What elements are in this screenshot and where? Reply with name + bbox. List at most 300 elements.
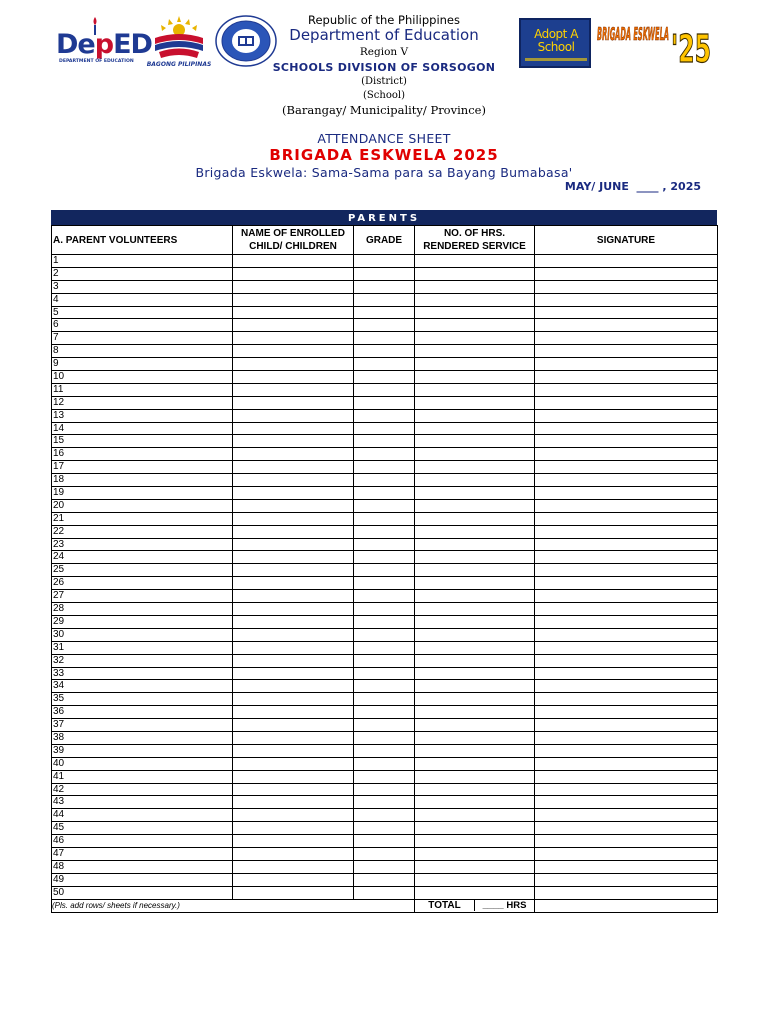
enrolled-child-cell[interactable]: [233, 667, 354, 680]
hours-rendered-cell[interactable]: [415, 603, 535, 616]
hours-rendered-cell[interactable]: [415, 512, 535, 525]
enrolled-child-cell[interactable]: [233, 564, 354, 577]
adopt-a-school-logo: [519, 18, 591, 68]
hours-rendered-cell[interactable]: [415, 538, 535, 551]
enrolled-child-cell[interactable]: [233, 396, 354, 409]
signature-cell[interactable]: [535, 512, 718, 525]
column-header-grade: GRADE: [354, 226, 415, 255]
grade-cell[interactable]: [354, 267, 415, 280]
table-row: [52, 822, 718, 835]
enrolled-child-cell[interactable]: [233, 770, 354, 783]
grade-cell[interactable]: [354, 383, 415, 396]
grade-cell[interactable]: [354, 680, 415, 693]
hours-rendered-cell[interactable]: [415, 654, 535, 667]
attendance-title: ATTENDANCE SHEET: [317, 131, 451, 146]
enrolled-child-cell[interactable]: [233, 731, 354, 744]
footer-blank-cell: [354, 899, 415, 912]
signature-cell[interactable]: [535, 693, 718, 706]
grade-cell[interactable]: [354, 577, 415, 590]
enrolled-child-cell[interactable]: [233, 641, 354, 654]
signature-cell[interactable]: [535, 847, 718, 860]
school-label: (School): [363, 90, 405, 101]
hours-rendered-cell[interactable]: [415, 744, 535, 757]
parent-volunteer-cell[interactable]: 18: [52, 474, 233, 487]
signature-cell[interactable]: [535, 809, 718, 822]
hours-rendered-cell[interactable]: [415, 641, 535, 654]
signature-cell[interactable]: [535, 822, 718, 835]
hours-rendered-cell[interactable]: [415, 409, 535, 422]
signature-cell[interactable]: [535, 603, 718, 616]
grade-cell[interactable]: [354, 719, 415, 732]
hours-rendered-cell[interactable]: [415, 706, 535, 719]
document-header: [0, 0, 768, 205]
parent-volunteer-cell[interactable]: 14: [52, 422, 233, 435]
location-label: (Barangay/ Municipality/ Province): [282, 103, 486, 117]
table-row: [52, 680, 718, 693]
enrolled-child-cell[interactable]: [233, 422, 354, 435]
total-hours-field[interactable]: ____ HRS: [474, 900, 534, 911]
parent-volunteer-cell[interactable]: 31: [52, 641, 233, 654]
enrolled-child-cell[interactable]: [233, 744, 354, 757]
column-header-enrolled-child: NAME OF ENROLLED CHILD/ CHILDREN: [233, 226, 354, 255]
signature-cell[interactable]: [535, 280, 718, 293]
enrolled-child-cell[interactable]: [233, 654, 354, 667]
enrolled-child-cell[interactable]: [233, 628, 354, 641]
signature-cell[interactable]: [535, 306, 718, 319]
parent-volunteer-cell[interactable]: 8: [52, 345, 233, 358]
parent-volunteer-cell[interactable]: 2: [52, 267, 233, 280]
grade-cell[interactable]: [354, 435, 415, 448]
parent-volunteer-cell[interactable]: 9: [52, 358, 233, 371]
grade-cell[interactable]: [354, 551, 415, 564]
hours-rendered-cell[interactable]: [415, 731, 535, 744]
parent-volunteer-cell[interactable]: 30: [52, 628, 233, 641]
signature-cell[interactable]: [535, 719, 718, 732]
signature-cell[interactable]: [535, 731, 718, 744]
table-row: [52, 512, 718, 525]
enrolled-child-cell[interactable]: [233, 383, 354, 396]
grade-cell[interactable]: [354, 873, 415, 886]
hours-rendered-cell[interactable]: [415, 551, 535, 564]
adopt-a-school-tagline-bar: [525, 58, 587, 61]
table-row: [52, 590, 718, 603]
signature-cell[interactable]: [535, 422, 718, 435]
table-row: [52, 886, 718, 899]
enrolled-child-cell[interactable]: [233, 487, 354, 500]
signature-cell[interactable]: [535, 332, 718, 345]
parent-volunteer-cell[interactable]: 20: [52, 499, 233, 512]
table-row: [52, 564, 718, 577]
grade-cell[interactable]: [354, 731, 415, 744]
parent-volunteer-cell[interactable]: 33: [52, 667, 233, 680]
enrolled-child-cell[interactable]: [233, 332, 354, 345]
hours-rendered-cell[interactable]: [415, 615, 535, 628]
enrolled-child-cell[interactable]: [233, 525, 354, 538]
grade-cell[interactable]: [354, 512, 415, 525]
signature-cell[interactable]: [535, 860, 718, 873]
enrolled-child-cell[interactable]: [233, 461, 354, 474]
enrolled-child-cell[interactable]: [233, 680, 354, 693]
hours-rendered-cell[interactable]: [415, 667, 535, 680]
signature-cell[interactable]: [535, 835, 718, 848]
hours-rendered-cell[interactable]: [415, 345, 535, 358]
enrolled-child-cell[interactable]: [233, 319, 354, 332]
table-row: [52, 873, 718, 886]
signature-cell[interactable]: [535, 654, 718, 667]
signature-cell[interactable]: [535, 267, 718, 280]
grade-cell[interactable]: [354, 809, 415, 822]
adopt-a-school-logo-text: Adopt A School: [534, 27, 578, 54]
parent-volunteer-cell[interactable]: 39: [52, 744, 233, 757]
grade-cell[interactable]: [354, 474, 415, 487]
grade-cell[interactable]: [354, 783, 415, 796]
signature-cell[interactable]: [535, 757, 718, 770]
parent-volunteer-cell[interactable]: 45: [52, 822, 233, 835]
parent-volunteer-cell[interactable]: 5: [52, 306, 233, 319]
parent-volunteer-cell[interactable]: 11: [52, 383, 233, 396]
hours-rendered-cell[interactable]: [415, 822, 535, 835]
grade-cell[interactable]: [354, 448, 415, 461]
parent-volunteer-cell[interactable]: 49: [52, 873, 233, 886]
parent-volunteer-cell[interactable]: 12: [52, 396, 233, 409]
parent-volunteer-cell[interactable]: 43: [52, 796, 233, 809]
parent-volunteer-cell[interactable]: 17: [52, 461, 233, 474]
grade-cell[interactable]: [354, 564, 415, 577]
hours-rendered-cell[interactable]: [415, 525, 535, 538]
parent-volunteer-cell[interactable]: 7: [52, 332, 233, 345]
parent-volunteer-cell[interactable]: 23: [52, 538, 233, 551]
signature-cell[interactable]: [535, 487, 718, 500]
hours-rendered-cell[interactable]: [415, 435, 535, 448]
deped-logo-sub: DEPARTMENT OF EDUCATION: [59, 59, 134, 64]
grade-cell[interactable]: [354, 590, 415, 603]
footer-signature-cell: [535, 899, 718, 912]
enrolled-child-cell[interactable]: [233, 538, 354, 551]
signature-cell[interactable]: [535, 886, 718, 899]
signature-cell[interactable]: [535, 551, 718, 564]
enrolled-child-cell[interactable]: [233, 267, 354, 280]
parent-volunteer-cell[interactable]: 34: [52, 680, 233, 693]
enrolled-child-cell[interactable]: [233, 409, 354, 422]
hours-rendered-cell[interactable]: [415, 680, 535, 693]
grade-cell[interactable]: [354, 280, 415, 293]
enrolled-child-cell[interactable]: [233, 886, 354, 899]
grade-cell[interactable]: [354, 396, 415, 409]
division-label: SCHOOLS DIVISION OF SORSOGON: [272, 61, 496, 74]
grade-cell[interactable]: [354, 835, 415, 848]
signature-cell[interactable]: [535, 345, 718, 358]
parent-volunteer-cell[interactable]: 48: [52, 860, 233, 873]
enrolled-child-cell[interactable]: [233, 345, 354, 358]
hours-rendered-cell[interactable]: [415, 590, 535, 603]
republic-label: Republic of the Philippines: [307, 13, 461, 27]
parent-volunteer-cell[interactable]: 46: [52, 835, 233, 848]
deped-logo: [56, 17, 152, 69]
parent-volunteer-cell[interactable]: 25: [52, 564, 233, 577]
hours-rendered-cell[interactable]: [415, 448, 535, 461]
parent-volunteer-cell[interactable]: 19: [52, 487, 233, 500]
signature-cell[interactable]: [535, 461, 718, 474]
enrolled-child-cell[interactable]: [233, 719, 354, 732]
hours-rendered-cell[interactable]: [415, 267, 535, 280]
hours-rendered-cell[interactable]: [415, 306, 535, 319]
enrolled-child-cell[interactable]: [233, 603, 354, 616]
enrolled-child-cell[interactable]: [233, 358, 354, 371]
enrolled-child-cell[interactable]: [233, 757, 354, 770]
parent-volunteer-cell[interactable]: 35: [52, 693, 233, 706]
hours-rendered-cell[interactable]: [415, 809, 535, 822]
parent-volunteer-cell[interactable]: 28: [52, 603, 233, 616]
hours-rendered-cell[interactable]: [415, 332, 535, 345]
grade-cell[interactable]: [354, 461, 415, 474]
hours-rendered-cell[interactable]: [415, 499, 535, 512]
theme-title: Brigada Eskwela: Sama-Sama para sa Bayang Bumabasa': [195, 165, 573, 180]
enrolled-child-cell[interactable]: [233, 474, 354, 487]
grade-cell[interactable]: [354, 345, 415, 358]
enrolled-child-cell[interactable]: [233, 371, 354, 384]
table-row: [52, 551, 718, 564]
signature-cell[interactable]: [535, 396, 718, 409]
enrolled-child-cell[interactable]: [233, 280, 354, 293]
enrolled-child-cell[interactable]: [233, 306, 354, 319]
enrolled-child-cell[interactable]: [233, 255, 354, 268]
enrolled-child-cell[interactable]: [233, 590, 354, 603]
enrolled-child-cell[interactable]: [233, 693, 354, 706]
enrolled-child-cell[interactable]: [233, 706, 354, 719]
hours-rendered-cell[interactable]: [415, 757, 535, 770]
grade-cell[interactable]: [354, 706, 415, 719]
table-row: [52, 860, 718, 873]
hours-rendered-cell[interactable]: [415, 422, 535, 435]
table-footer-row: [52, 899, 718, 912]
parent-volunteer-cell[interactable]: 37: [52, 719, 233, 732]
enrolled-child-cell[interactable]: [233, 499, 354, 512]
grade-cell[interactable]: [354, 796, 415, 809]
enrolled-child-cell[interactable]: [233, 809, 354, 822]
signature-cell[interactable]: [535, 873, 718, 886]
signature-cell[interactable]: [535, 371, 718, 384]
parent-volunteer-cell[interactable]: 36: [52, 706, 233, 719]
signature-cell[interactable]: [535, 577, 718, 590]
grade-cell[interactable]: [354, 409, 415, 422]
signature-cell[interactable]: [535, 474, 718, 487]
table-row: [52, 448, 718, 461]
signature-cell[interactable]: [535, 525, 718, 538]
parent-volunteer-cell[interactable]: 27: [52, 590, 233, 603]
enrolled-child-cell[interactable]: [233, 293, 354, 306]
signature-cell[interactable]: [535, 499, 718, 512]
enrolled-child-cell[interactable]: [233, 448, 354, 461]
table-row: [52, 461, 718, 474]
table-row: [52, 345, 718, 358]
signature-cell[interactable]: [535, 383, 718, 396]
hours-rendered-cell[interactable]: [415, 693, 535, 706]
hours-rendered-cell[interactable]: [415, 847, 535, 860]
grade-cell[interactable]: [354, 422, 415, 435]
grade-cell[interactable]: [354, 603, 415, 616]
signature-cell[interactable]: [535, 615, 718, 628]
enrolled-child-cell[interactable]: [233, 835, 354, 848]
brigada-logo-year: '25: [671, 27, 711, 71]
signature-cell[interactable]: [535, 667, 718, 680]
signature-cell[interactable]: [535, 783, 718, 796]
enrolled-child-cell[interactable]: [233, 873, 354, 886]
signature-cell[interactable]: [535, 680, 718, 693]
hours-rendered-cell[interactable]: [415, 358, 535, 371]
grade-cell[interactable]: [354, 667, 415, 680]
parent-volunteer-cell[interactable]: 22: [52, 525, 233, 538]
signature-cell[interactable]: [535, 435, 718, 448]
enrolled-child-cell[interactable]: [233, 615, 354, 628]
grade-cell[interactable]: [354, 886, 415, 899]
parent-volunteer-cell[interactable]: 42: [52, 783, 233, 796]
table-row: [52, 809, 718, 822]
parent-volunteer-cell[interactable]: 44: [52, 809, 233, 822]
signature-cell[interactable]: [535, 255, 718, 268]
grade-cell[interactable]: [354, 293, 415, 306]
parent-volunteer-cell[interactable]: 26: [52, 577, 233, 590]
table-row: [52, 383, 718, 396]
enrolled-child-cell[interactable]: [233, 551, 354, 564]
parent-volunteer-cell[interactable]: 38: [52, 731, 233, 744]
hours-rendered-cell[interactable]: [415, 783, 535, 796]
hours-rendered-cell[interactable]: [415, 860, 535, 873]
parent-volunteer-cell[interactable]: 29: [52, 615, 233, 628]
grade-cell[interactable]: [354, 770, 415, 783]
grade-cell[interactable]: [354, 860, 415, 873]
signature-cell[interactable]: [535, 641, 718, 654]
enrolled-child-cell[interactable]: [233, 847, 354, 860]
table-row: [52, 474, 718, 487]
hours-rendered-cell[interactable]: [415, 719, 535, 732]
grade-cell[interactable]: [354, 847, 415, 860]
parent-volunteer-cell[interactable]: 3: [52, 280, 233, 293]
signature-cell[interactable]: [535, 628, 718, 641]
parent-volunteer-cell[interactable]: 15: [52, 435, 233, 448]
grade-cell[interactable]: [354, 641, 415, 654]
table-row: [52, 693, 718, 706]
attendance-table-section: [51, 210, 717, 913]
grade-cell[interactable]: [354, 615, 415, 628]
hours-rendered-cell[interactable]: [415, 577, 535, 590]
grade-cell[interactable]: [354, 306, 415, 319]
hours-rendered-cell[interactable]: [415, 564, 535, 577]
hours-rendered-cell[interactable]: [415, 474, 535, 487]
enrolled-child-cell[interactable]: [233, 435, 354, 448]
column-header-hours-rendered: NO. OF HRS. RENDERED SERVICE: [415, 226, 535, 255]
parent-volunteer-cell[interactable]: 16: [52, 448, 233, 461]
hours-rendered-cell[interactable]: [415, 628, 535, 641]
parent-volunteer-cell[interactable]: 10: [52, 371, 233, 384]
parent-volunteer-cell[interactable]: 1: [52, 255, 233, 268]
signature-cell[interactable]: [535, 358, 718, 371]
table-body: [52, 255, 718, 900]
table-row: [52, 577, 718, 590]
hours-rendered-cell[interactable]: [415, 487, 535, 500]
table-row: [52, 654, 718, 667]
enrolled-child-cell[interactable]: [233, 822, 354, 835]
table-row: [52, 731, 718, 744]
grade-cell[interactable]: [354, 255, 415, 268]
footer-note: (Pls. add rows/ sheets if necessary.): [52, 899, 354, 912]
enrolled-child-cell[interactable]: [233, 860, 354, 873]
enrolled-child-cell[interactable]: [233, 796, 354, 809]
hours-rendered-cell[interactable]: [415, 461, 535, 474]
grade-cell[interactable]: [354, 693, 415, 706]
hours-rendered-cell[interactable]: [415, 319, 535, 332]
parent-volunteer-cell[interactable]: 32: [52, 654, 233, 667]
parent-volunteer-cell[interactable]: 21: [52, 512, 233, 525]
grade-cell[interactable]: [354, 487, 415, 500]
table-row: [52, 615, 718, 628]
total-cell: [415, 899, 535, 912]
hours-rendered-cell[interactable]: [415, 383, 535, 396]
signature-cell[interactable]: [535, 448, 718, 461]
hours-rendered-cell[interactable]: [415, 396, 535, 409]
grade-cell[interactable]: [354, 371, 415, 384]
signature-cell[interactable]: [535, 590, 718, 603]
signature-cell[interactable]: [535, 293, 718, 306]
table-row: [52, 719, 718, 732]
parent-volunteer-cell[interactable]: 40: [52, 757, 233, 770]
table-row: [52, 371, 718, 384]
grade-cell[interactable]: [354, 654, 415, 667]
hours-rendered-cell[interactable]: [415, 280, 535, 293]
signature-cell[interactable]: [535, 770, 718, 783]
column-header-signature: SIGNATURE: [535, 226, 718, 255]
grade-cell[interactable]: [354, 358, 415, 371]
parent-volunteer-cell[interactable]: 41: [52, 770, 233, 783]
table-row: [52, 525, 718, 538]
parent-volunteer-cell[interactable]: 13: [52, 409, 233, 422]
grade-cell[interactable]: [354, 525, 415, 538]
grade-cell[interactable]: [354, 499, 415, 512]
grade-cell[interactable]: [354, 332, 415, 345]
signature-cell[interactable]: [535, 706, 718, 719]
brigada-eskwela-logo-icon: [595, 16, 713, 72]
hours-rendered-cell[interactable]: [415, 796, 535, 809]
parent-volunteer-cell[interactable]: 50: [52, 886, 233, 899]
parent-volunteer-cell[interactable]: 4: [52, 293, 233, 306]
parent-volunteer-cell[interactable]: 47: [52, 847, 233, 860]
signature-cell[interactable]: [535, 564, 718, 577]
hours-rendered-cell[interactable]: [415, 835, 535, 848]
signature-cell[interactable]: [535, 744, 718, 757]
signature-cell[interactable]: [535, 796, 718, 809]
hours-rendered-cell[interactable]: [415, 293, 535, 306]
grade-cell[interactable]: [354, 757, 415, 770]
hours-rendered-cell[interactable]: [415, 770, 535, 783]
enrolled-child-cell[interactable]: [233, 512, 354, 525]
parent-volunteer-cell[interactable]: 6: [52, 319, 233, 332]
grade-cell[interactable]: [354, 628, 415, 641]
enrolled-child-cell[interactable]: [233, 783, 354, 796]
enrolled-child-cell[interactable]: [233, 577, 354, 590]
hours-rendered-cell[interactable]: [415, 886, 535, 899]
grade-cell[interactable]: [354, 744, 415, 757]
hours-rendered-cell[interactable]: [415, 873, 535, 886]
hours-rendered-cell[interactable]: [415, 371, 535, 384]
signature-cell[interactable]: [535, 319, 718, 332]
signature-cell[interactable]: [535, 538, 718, 551]
grade-cell[interactable]: [354, 319, 415, 332]
table-row: [52, 835, 718, 848]
parent-volunteer-cell[interactable]: 24: [52, 551, 233, 564]
grade-cell[interactable]: [354, 822, 415, 835]
hours-rendered-cell[interactable]: [415, 255, 535, 268]
signature-cell[interactable]: [535, 409, 718, 422]
grade-cell[interactable]: [354, 538, 415, 551]
